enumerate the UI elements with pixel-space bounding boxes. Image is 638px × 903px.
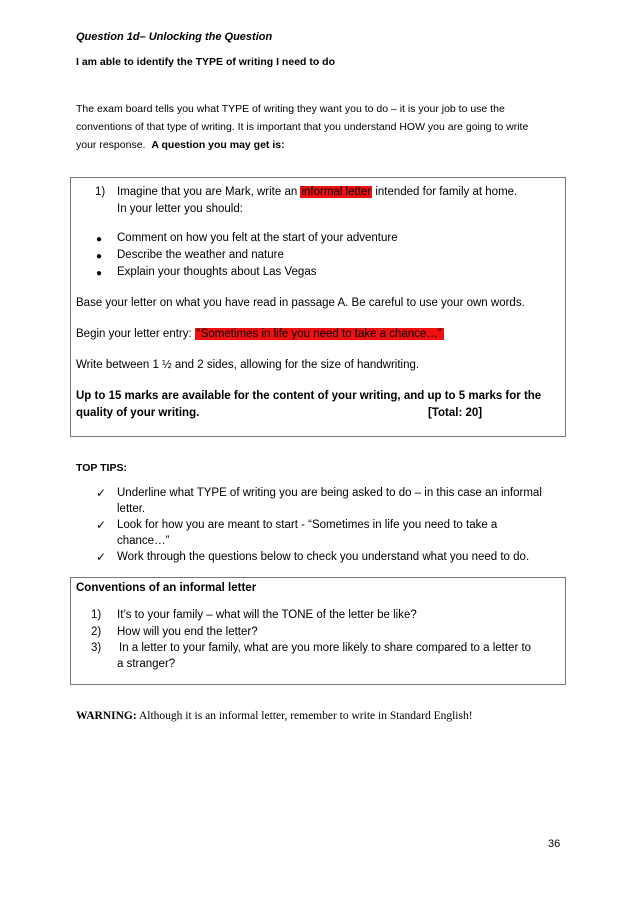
- total-marks: [Total: 20]: [428, 407, 483, 419]
- question-line-1-post: intended for family at home.: [375, 186, 518, 198]
- tip-item-line-2: letter.: [117, 503, 146, 515]
- question-line-2: In your letter you should:: [117, 203, 243, 215]
- convention-item: How will you end the letter?: [117, 626, 258, 638]
- page-title: Question 1d– Unlocking the Question: [76, 31, 273, 43]
- convention-item-line-2: a stranger?: [117, 658, 176, 670]
- convention-number: 2): [91, 626, 102, 638]
- intro-line-3-bold: A question you may get is:: [151, 139, 285, 151]
- question-line-1: [117, 186, 517, 198]
- begin-instruction-pre: Begin your letter entry:: [76, 328, 192, 340]
- base-instruction: Base your letter on what you have read in passage A. Be careful to use your own words.: [76, 297, 525, 309]
- page-number: 36: [548, 838, 561, 850]
- tip-item-line-1: Underline what TYPE of writing you are being asked to do – in this case an informal: [117, 487, 542, 499]
- question-number: 1): [95, 186, 106, 198]
- highlight-opening-line: “Sometimes in life you need to take a chance…”: [196, 328, 442, 340]
- page-subtitle: I am able to identify the TYPE of writing I need to do: [76, 56, 336, 68]
- intro-line-2: conventions of that type of writing. It is important that you understand HOW you are going to write: [76, 121, 529, 133]
- tip-item-line-2: chance…”: [117, 535, 170, 547]
- convention-number: 1): [91, 609, 102, 621]
- marks-line-1: Up to 15 marks are available for the content of your writing, and up to 5 marks for the: [76, 390, 542, 402]
- bullet-icon: ●: [96, 251, 103, 262]
- conventions-heading: Conventions of an informal letter: [76, 582, 257, 594]
- convention-item: In a letter to your family, what are you more likely to share compared to a letter to: [119, 642, 532, 654]
- convention-item: It’s to your family – what will the TONE of the letter be like?: [117, 609, 417, 621]
- intro-line-3: [76, 136, 566, 154]
- tips-heading: TOP TIPS:: [76, 462, 127, 474]
- warning-label: WARNING:: [76, 710, 137, 722]
- tip-item-line-1: Look for how you are meant to start - “Sometimes in life you need to take a: [117, 519, 498, 531]
- begin-instruction: [76, 328, 444, 340]
- checkmark-icon: ✓: [96, 518, 107, 532]
- bullet-icon: ●: [96, 268, 103, 279]
- intro-paragraph: [76, 100, 566, 154]
- intro-line-1: The exam board tells you what TYPE of writing they want you to do – it is your job to use the: [76, 103, 505, 115]
- convention-number: 3): [91, 642, 102, 654]
- checkmark-icon: ✓: [96, 550, 107, 564]
- bullet-item: Comment on how you felt at the start of your adventure: [117, 232, 398, 244]
- marks-line-2: quality of your writing.: [76, 407, 200, 419]
- warning-text: Although it is an informal letter, remember to write in Standard English!: [138, 710, 473, 722]
- checkmark-icon: ✓: [96, 486, 107, 500]
- bullet-item: Describe the weather and nature: [117, 249, 284, 261]
- highlight-informal-letter: informal letter: [301, 186, 372, 198]
- length-instruction: Write between 1 ½ and 2 sides, allowing for the size of handwriting.: [76, 359, 420, 371]
- tip-item-line-1: Work through the questions below to check you understand what you need to do.: [117, 551, 530, 563]
- bullet-item: Explain your thoughts about Las Vegas: [117, 266, 317, 278]
- intro-line-3-plain: your response.: [76, 139, 146, 151]
- warning-note: [76, 710, 473, 722]
- question-line-1-pre: Imagine that you are Mark, write an: [117, 186, 298, 198]
- bullet-icon: ●: [96, 234, 103, 245]
